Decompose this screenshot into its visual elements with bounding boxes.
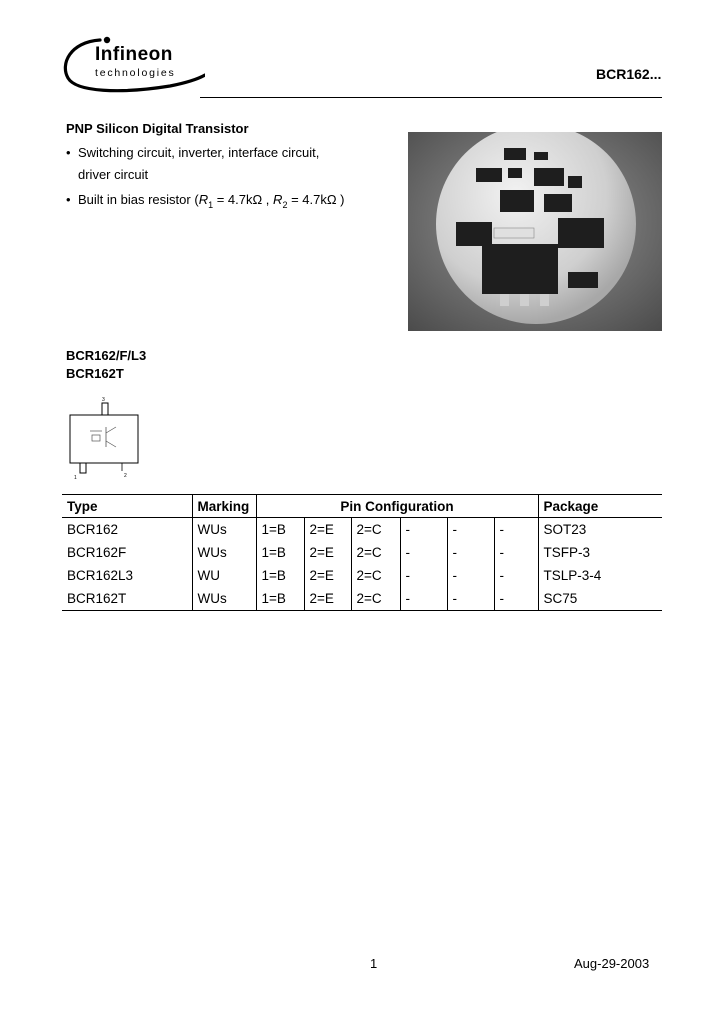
feature-item: • Built in bias resistor ($R_1 = 4.7k\Omega$ , $R_2 = 4.7k\Omega$ ) (66, 192, 345, 210)
pin-configuration-table (62, 494, 662, 611)
pin-label-top: 3 (102, 397, 105, 403)
cell-pin: 1=B (256, 564, 304, 587)
header-pin-configuration: Pin Configuration (256, 495, 538, 518)
logo-tagline: technologies (95, 67, 176, 79)
model-name: BCR162T (66, 366, 124, 381)
cell-package: SOT23 (538, 518, 662, 542)
cell-marking: WU (192, 564, 256, 587)
feature-item: • Switching circuit, inverter, interface circuit, (66, 145, 320, 160)
product-subtitle: PNP Silicon Digital Transistor (66, 121, 249, 136)
table-row (62, 518, 662, 542)
cell-pin: 2=E (304, 587, 351, 611)
cell-marking: WUs (192, 541, 256, 564)
cell-pin: - (400, 587, 447, 611)
package-photo (408, 132, 662, 331)
cell-pin: 2=C (351, 541, 400, 564)
cell-package: TSLP-3-4 (538, 564, 662, 587)
cell-pin: - (400, 541, 447, 564)
header-package: Package (538, 495, 662, 518)
cell-pin: 1=B (256, 518, 304, 542)
table-header-row (62, 495, 662, 518)
logo-wordmark: Infineon (95, 44, 173, 65)
document-date: Aug-29-2003 (574, 956, 650, 971)
cell-type: BCR162F (67, 545, 127, 560)
cell-pin: - (447, 587, 494, 611)
bullet-icon: • (66, 145, 71, 160)
cell-pin: - (447, 564, 494, 587)
cell-type: BCR162L3 (67, 568, 134, 583)
part-number-title: BCR162... (596, 66, 662, 82)
cell-pin: 1=B (256, 587, 304, 611)
cell-type: BCR162T (62, 587, 192, 611)
cell-pin: - (447, 541, 494, 564)
table-row (62, 541, 662, 564)
bullet-icon: • (66, 192, 71, 207)
pin-label-left: 1 (74, 475, 77, 480)
cell-pin: 2=C (351, 518, 400, 542)
pinout-schematic (62, 395, 142, 480)
cell-pin: 1=B (256, 541, 304, 564)
cell-pin: 2=E (304, 518, 351, 542)
cell-pin: 2=E (304, 541, 351, 564)
cell-type: BCR162 (67, 522, 119, 537)
table-row (62, 564, 662, 587)
header-rule (200, 97, 662, 98)
bias-resistor-values: ($R_1 = 4.7k\Omega$ , $R_2 = 4.7k\Omega$ ) (194, 192, 345, 210)
header-marking: Marking (192, 495, 256, 518)
cell-marking: WUs (192, 518, 256, 542)
model-list (66, 347, 146, 383)
feature-item-continuation: driver circuit (78, 167, 149, 182)
cell-pin: - (494, 587, 538, 611)
table-row (62, 587, 662, 611)
header-type: Type (62, 495, 192, 518)
cell-pin: 2=C (351, 587, 400, 611)
cell-pin: - (400, 518, 447, 542)
cell-package: TSFP-3 (538, 541, 662, 564)
page-number: 1 (370, 956, 378, 971)
cell-pin: - (447, 518, 494, 542)
cell-pin: - (400, 564, 447, 587)
cell-pin: - (494, 518, 538, 542)
cell-package: SC75 (538, 587, 662, 611)
model-name: BCR162/F/L3 (66, 348, 147, 363)
pin-label-right: 2 (124, 473, 127, 479)
cell-pin: 2=E (304, 564, 351, 587)
cell-marking: WUs (192, 587, 256, 611)
cell-pin: - (494, 541, 538, 564)
cell-pin: 2=C (351, 564, 400, 587)
cell-pin: - (494, 564, 538, 587)
